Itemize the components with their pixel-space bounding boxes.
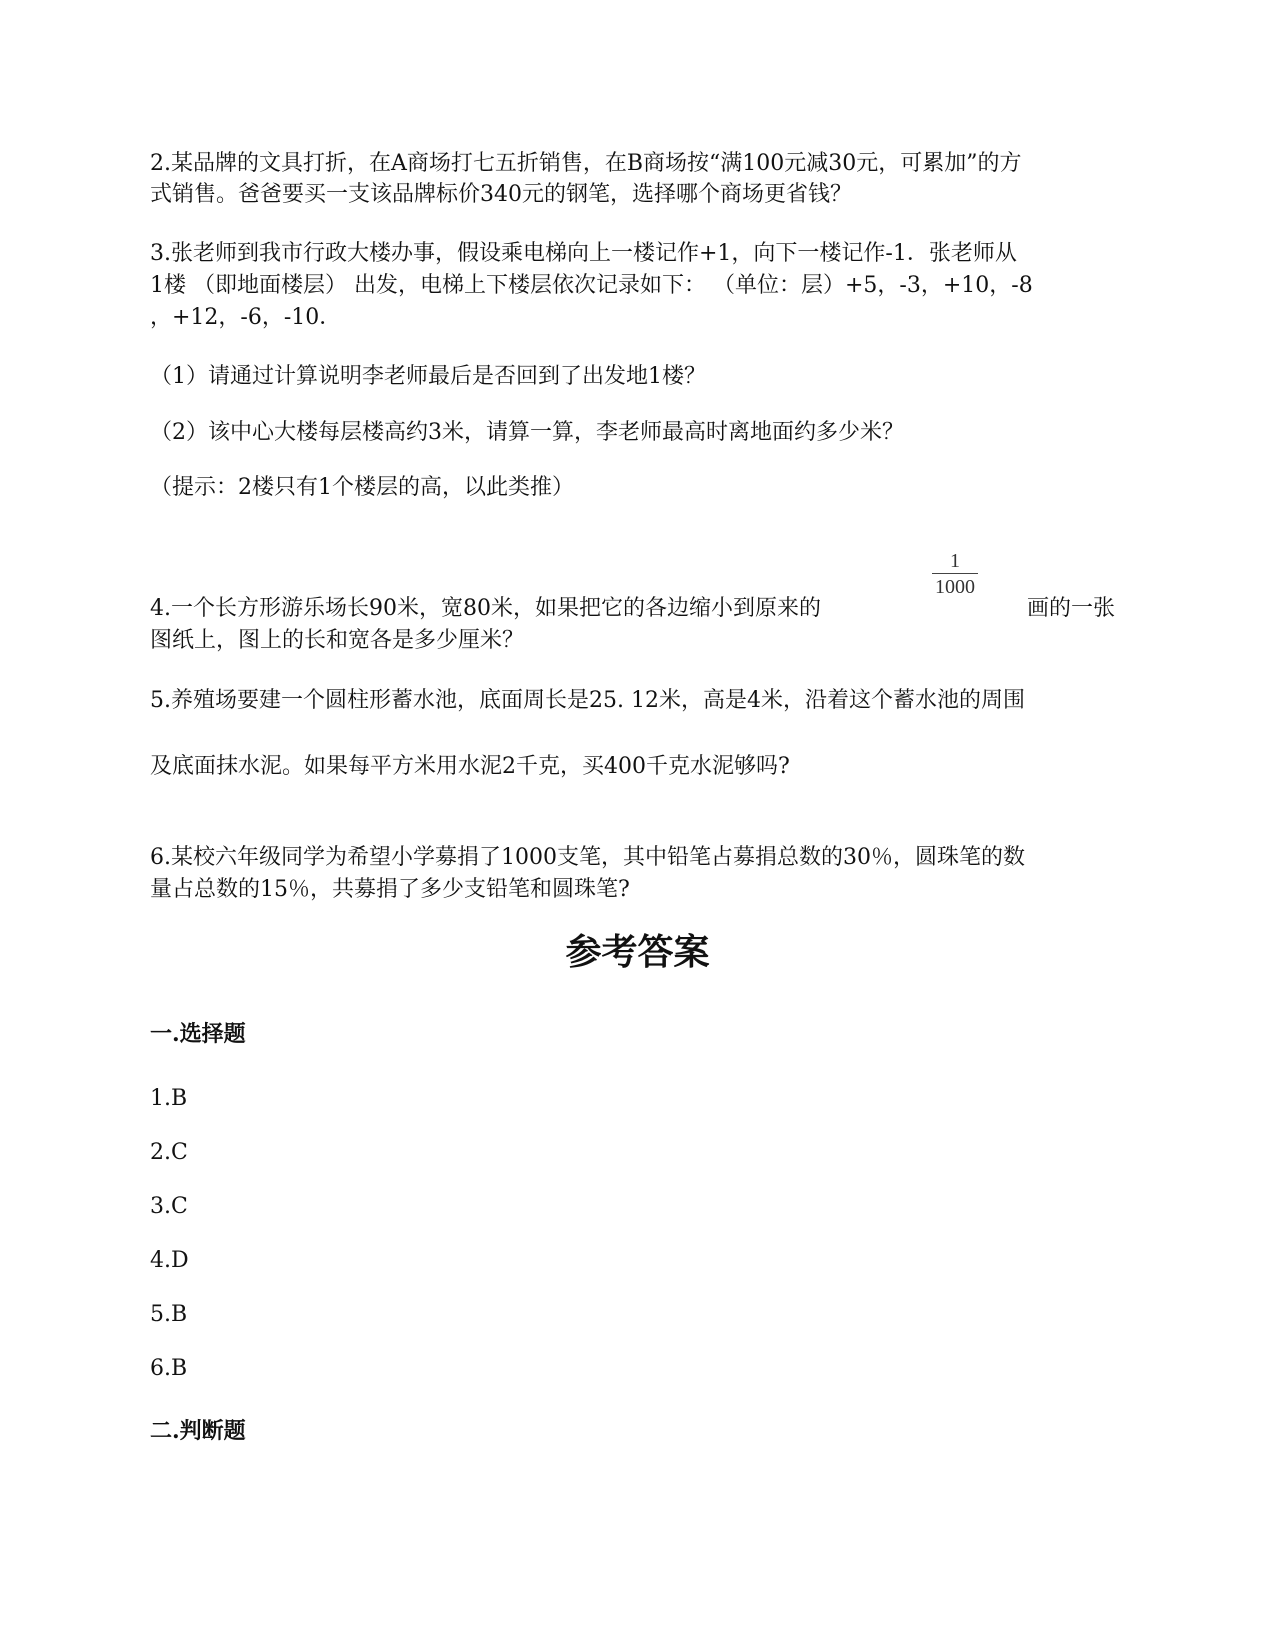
answer-item: 3.C <box>150 1194 188 1219</box>
question-3-sub-1: （1）请通过计算说明李老师最后是否回到了出发地1楼？ <box>150 364 706 389</box>
question-4-line-1-after: 画的一张 <box>1027 596 1116 621</box>
question-3-line-1: 3.张老师到我市行政大楼办事，假设乘电梯向上一楼记作+1，向下一楼记作-1．张老师从 <box>150 241 1017 266</box>
question-2-line-1: 2.某品牌的文具打折，在A商场打七五折销售，在B商场按“满100元减30元，可累加”的方 <box>150 151 1022 176</box>
question-4-line-1-before: 4.一个长方形游乐场长90米，宽80米，如果把它的各边缩小到原来的 <box>150 596 821 621</box>
answers-title: 参考答案 <box>565 931 710 973</box>
answer-item: 4.D <box>150 1248 189 1273</box>
answer-item: 5.B <box>150 1302 188 1327</box>
answer-item: 1.B <box>150 1086 188 1111</box>
question-2-line-2: 式销售。爸爸要买一支该品牌标价340元的钢笔，选择哪个商场更省钱？ <box>150 182 852 207</box>
question-3-hint: （提示：2楼只有1个楼层的高，以此类推） <box>150 475 574 500</box>
answer-item: 6.B <box>150 1356 188 1381</box>
question-4-line-2: 图纸上，图上的长和宽各是多少厘米？ <box>150 628 525 653</box>
fraction-denominator: 1000 <box>935 576 975 598</box>
question-3-line-2: 1楼 （即地面楼层） 出发，电梯上下楼层依次记录如下： （单位：层）+5，-3，+10，-8 <box>150 273 1033 298</box>
fraction-bar <box>932 573 978 574</box>
question-5-line-2: 及底面抹水泥。如果每平方米用水泥2千克，买400千克水泥够吗? <box>150 754 790 779</box>
question-6-line-2: 量占总数的15％，共募捐了多少支铅笔和圆珠笔? <box>150 877 630 902</box>
fraction-numerator: 1 <box>950 550 960 572</box>
fraction-one-thousandth <box>930 550 980 598</box>
answer-item: 2.C <box>150 1140 188 1165</box>
question-3-line-3: ，+12，-6，-10． <box>150 305 342 330</box>
section-true-false-title: 二.判断题 <box>150 1418 246 1444</box>
question-6-line-1: 6.某校六年级同学为希望小学募捐了1000支笔，其中铅笔占募捐总数的30％，圆珠笔的数 <box>150 845 1025 870</box>
question-5-line-1: 5.养殖场要建一个圆柱形蓄水池，底面周长是25. 12米，高是4米，沿着这个蓄水池的周围 <box>150 688 1025 713</box>
section-multiple-choice-title: 一.选择题 <box>150 1021 246 1047</box>
question-3-sub-2: （2）该中心大楼每层楼高约3米，请算一算，李老师最高时离地面约多少米？ <box>150 420 904 445</box>
